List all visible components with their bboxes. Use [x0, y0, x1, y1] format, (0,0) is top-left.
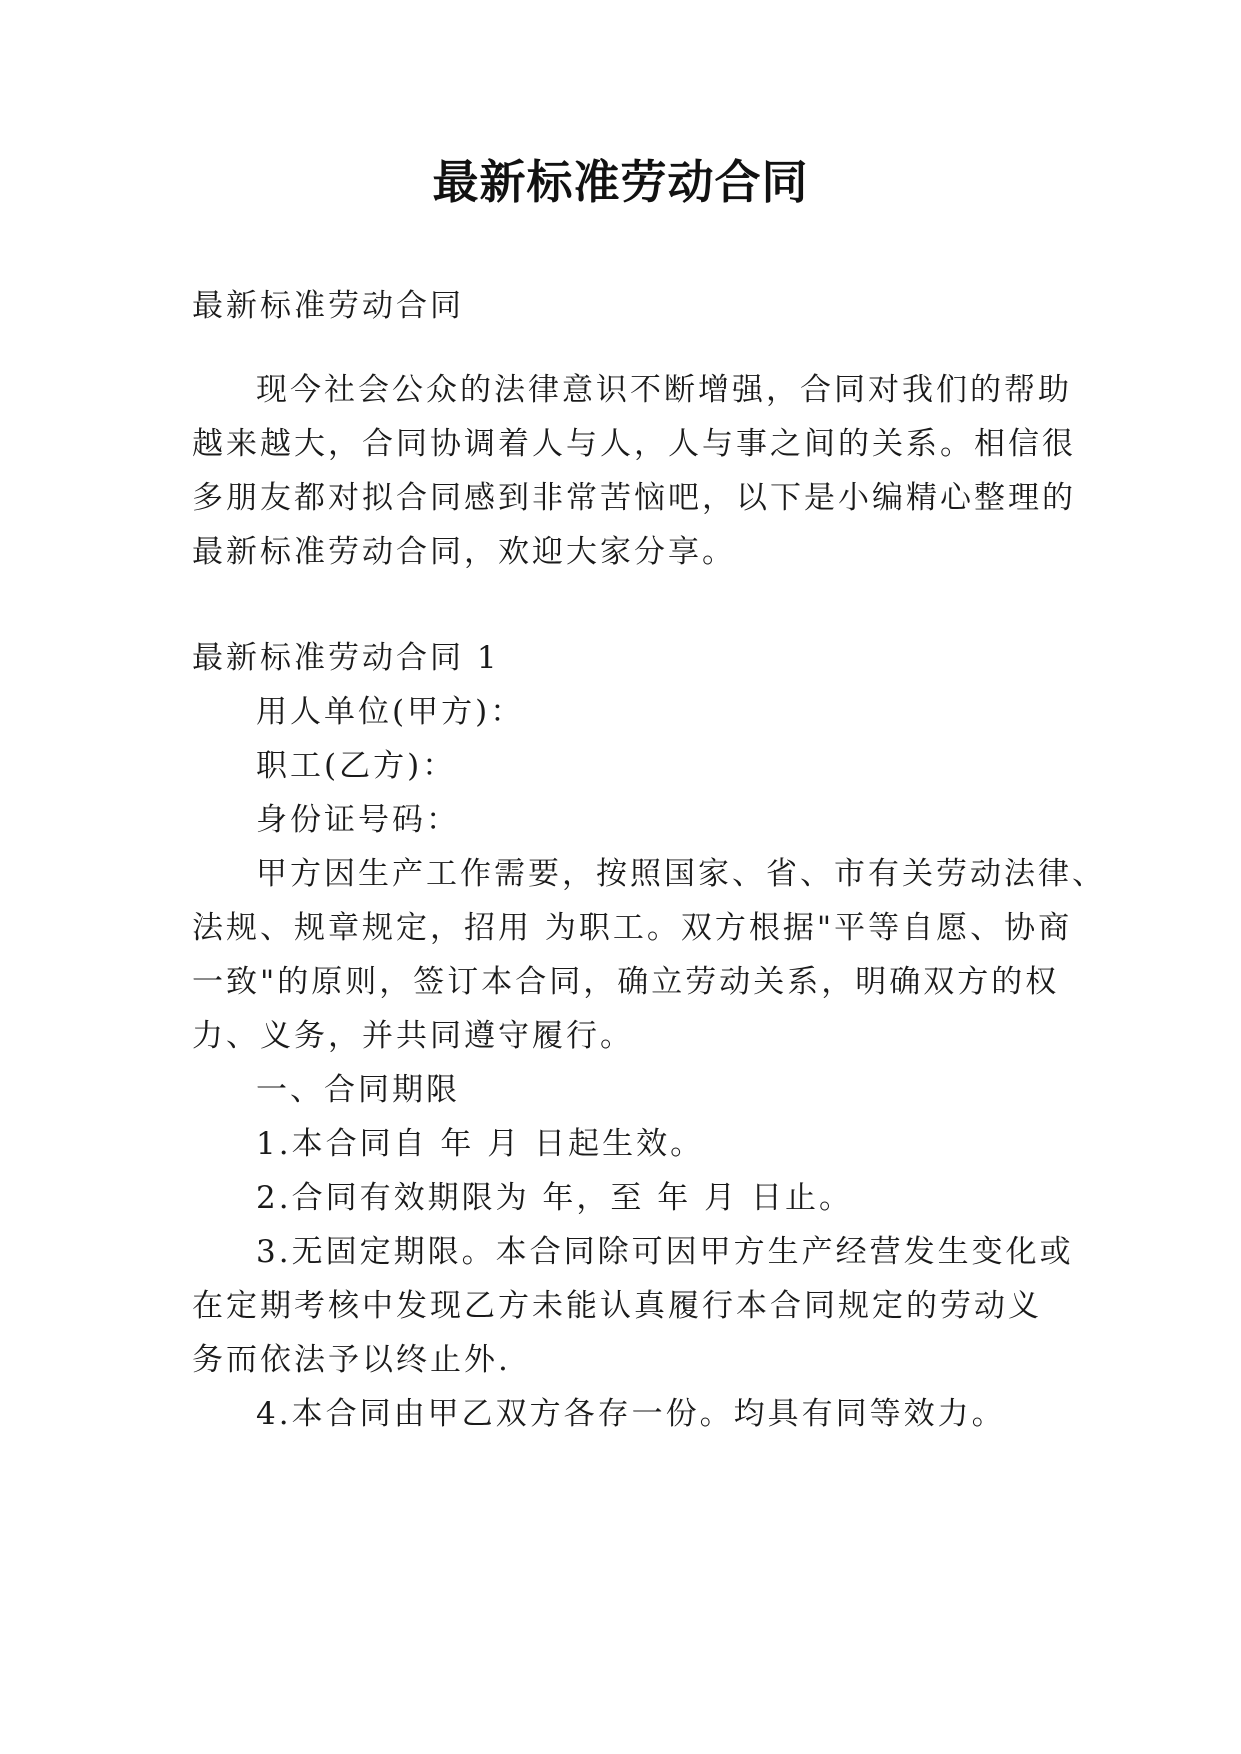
clause-3-line-1: 3.无固定期限。本合同除可因甲方生产经营发生变化或: [256, 1234, 1074, 1270]
clause-1: 1.本合同自 年 月 日起生效。: [256, 1126, 705, 1162]
employer-field: 用人单位(甲方)：: [256, 694, 525, 730]
id-number-field: 身份证号码：: [256, 802, 460, 838]
preamble-line-1: 甲方因生产工作需要，按照国家、省、市有关劳动法律、: [256, 856, 1106, 892]
intro-line-2: 越来越大，合同协调着人与人，人与事之间的关系。相信很: [192, 426, 1076, 462]
clause-2: 2.合同有效期限为 年，至 年 月 日止。: [256, 1180, 853, 1216]
clause-heading-term: 一、合同期限: [256, 1072, 460, 1108]
clause-3-line-3: 务而依法予以终止外.: [192, 1342, 511, 1378]
intro-line-4: 最新标准劳动合同，欢迎大家分享。: [192, 534, 736, 570]
document-title: 最新标准劳动合同: [432, 155, 809, 209]
section-heading: 最新标准劳动合同 1: [192, 640, 500, 676]
employee-field: 职工(乙方)：: [256, 748, 457, 784]
subtitle-line: 最新标准劳动合同: [192, 288, 464, 324]
intro-line-3: 多朋友都对拟合同感到非常苦恼吧，以下是小编精心整理的: [192, 480, 1076, 516]
preamble-line-3: 一致"的原则，签订本合同，确立劳动关系，明确双方的权: [192, 964, 1060, 1000]
clause-3-line-2: 在定期考核中发现乙方未能认真履行本合同规定的劳动义: [192, 1288, 1042, 1324]
preamble-line-4: 力、义务，并共同遵守履行。: [192, 1018, 634, 1054]
preamble-line-2: 法规、规章规定，招用 为职工。双方根据"平等自愿、协商: [192, 910, 1073, 946]
clause-4: 4.本合同由甲乙双方各存一份。均具有同等效力。: [256, 1396, 1006, 1432]
intro-line-1: 现今社会公众的法律意识不断增强，合同对我们的帮助: [256, 372, 1072, 408]
